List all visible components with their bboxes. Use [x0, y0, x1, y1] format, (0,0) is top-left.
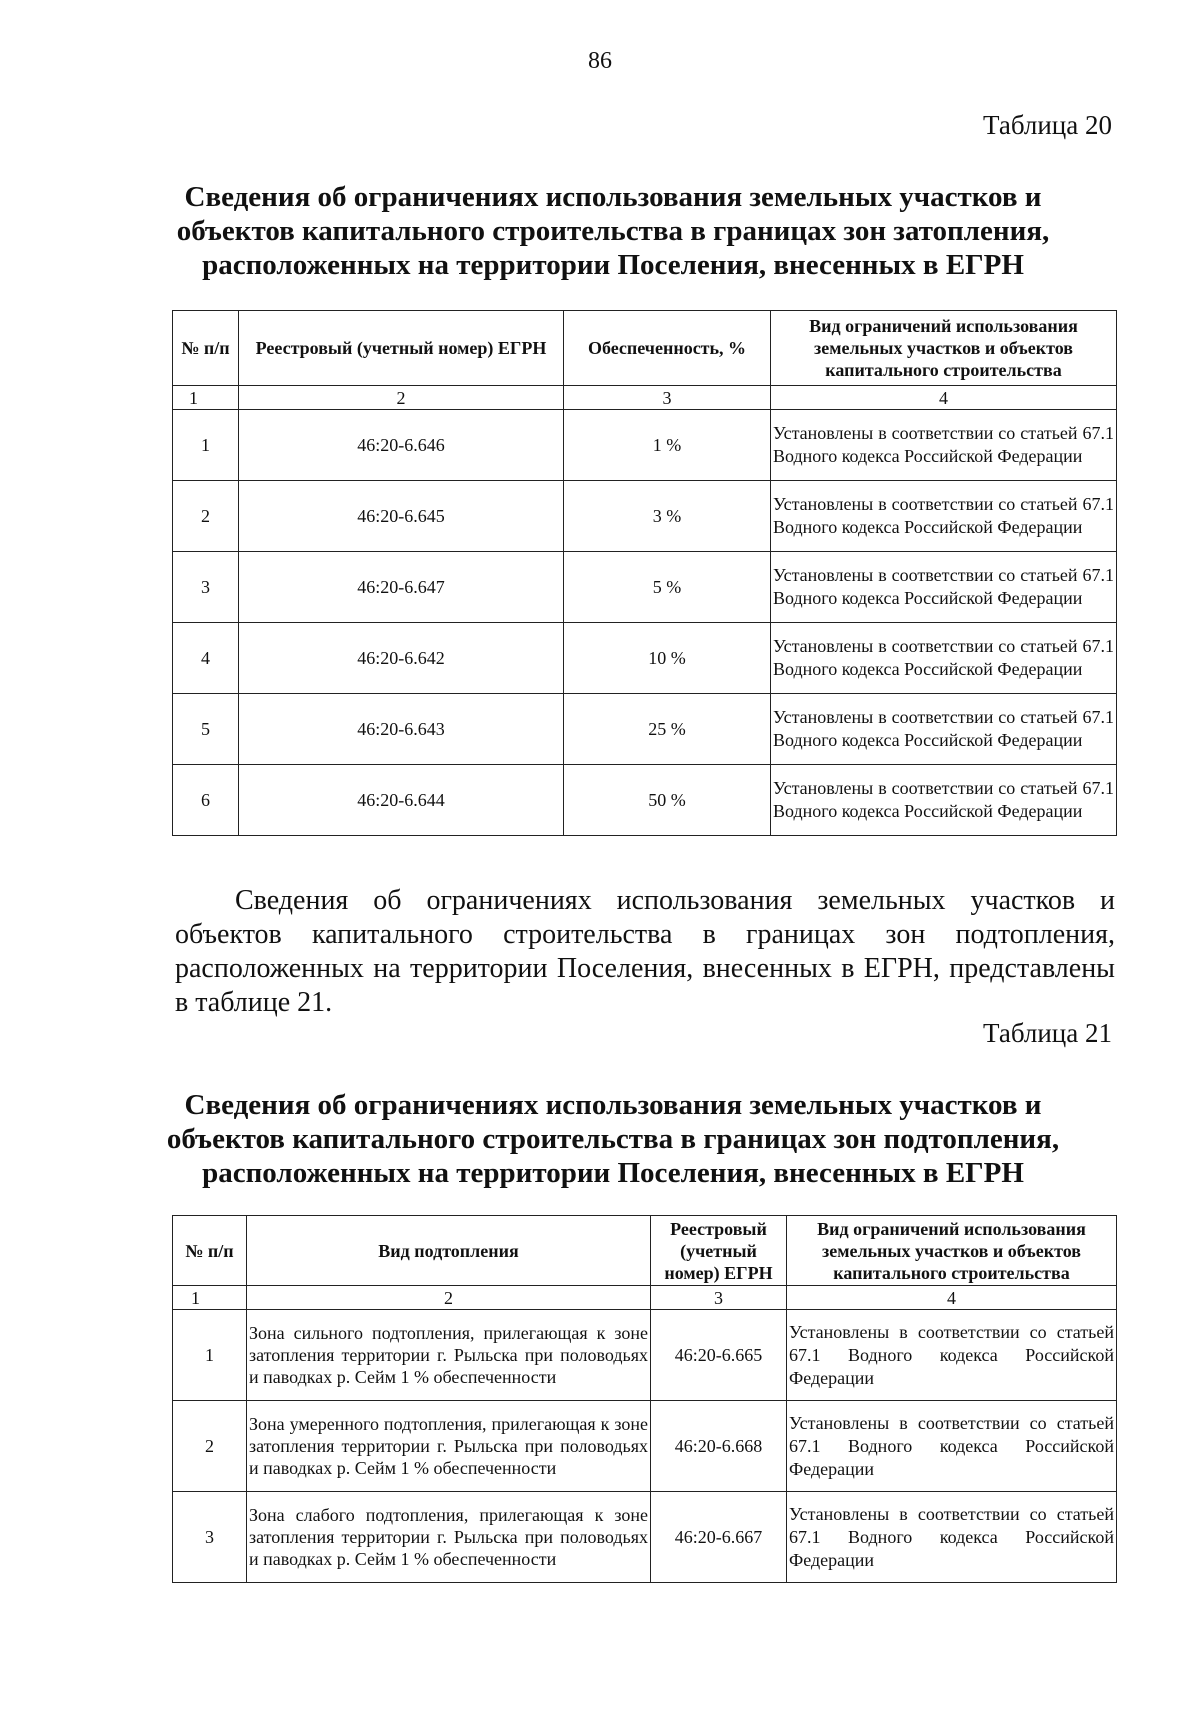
table-21-header-registry: Реестровый (учетный номер) ЕГРН [651, 1216, 787, 1286]
registry-number: 46:20-6.665 [651, 1310, 787, 1401]
restriction-text: Установлены в соответствии со статьей 67.1 Водного кодекса Российской Федерации [787, 1310, 1117, 1401]
table-21-label: Таблица 21 [983, 1018, 1112, 1048]
column-number: 2 [239, 386, 564, 410]
table-20-header-num: № п/п [173, 311, 239, 386]
table-20-header-registry: Реестровый (учетный номер) ЕГРН [239, 311, 564, 386]
table-20-header-row [173, 311, 1117, 386]
column-number: 3 [564, 386, 771, 410]
flood-type-text: Зона сильного подтопления, прилегающая к зоне затопления территории г. Рыльска при половодьях и паводках р. Сейм 1 % обеспеченности [247, 1310, 651, 1401]
table-row [173, 1310, 1117, 1401]
table-21 [172, 1215, 1117, 1583]
provision-percent: 5 % [564, 552, 771, 623]
table-20-label: Таблица 20 [983, 110, 1112, 140]
row-num: 1 [173, 410, 239, 481]
restriction-text: Установлены в соответствии со статьей 67.1 Водного кодекса Российской Федерации [771, 481, 1117, 552]
registry-number: 46:20-6.668 [651, 1401, 787, 1492]
registry-number: 46:20-6.646 [239, 410, 564, 481]
table-21-header-num: № п/п [173, 1216, 247, 1286]
registry-number: 46:20-6.667 [651, 1492, 787, 1583]
provision-percent: 3 % [564, 481, 771, 552]
restriction-text: Установлены в соответствии со статьей 67.1 Водного кодекса Российской Федерации [787, 1492, 1117, 1583]
table-row [173, 1401, 1117, 1492]
table-row [173, 552, 1117, 623]
table-21-header-restriction: Вид ограничений использования земельных участков и объектов капитального строительства [787, 1216, 1117, 1286]
row-num: 6 [173, 765, 239, 836]
row-num: 4 [173, 623, 239, 694]
registry-number: 46:20-6.642 [239, 623, 564, 694]
table-21-column-numbers [173, 1286, 1117, 1310]
row-num: 3 [173, 552, 239, 623]
restriction-text: Установлены в соответствии со статьей 67.1 Водного кодекса Российской Федерации [787, 1401, 1117, 1492]
table-21-heading: Сведения об ограничениях использования земельных участков и объектов капитального строительства в границах зон подтопления, расположенных на территории Поселения, внесенных в ЕГРН [166, 1089, 1060, 1189]
restriction-text: Установлены в соответствии со статьей 67.1 Водного кодекса Российской Федерации [771, 765, 1117, 836]
registry-number: 46:20-6.643 [239, 694, 564, 765]
row-num: 2 [173, 481, 239, 552]
table-row [173, 765, 1117, 836]
provision-percent: 25 % [564, 694, 771, 765]
table-20 [172, 310, 1117, 836]
table-21-header-row [173, 1216, 1117, 1286]
row-num: 1 [173, 1310, 247, 1401]
table-20-heading: Сведения об ограничениях использования земельных участков и объектов капитального строительства в границах зон затопления, расположенных на территории Поселения, внесенных в ЕГРН [176, 181, 1050, 281]
registry-number: 46:20-6.644 [239, 765, 564, 836]
row-num: 5 [173, 694, 239, 765]
provision-percent: 50 % [564, 765, 771, 836]
column-number: 2 [247, 1286, 651, 1310]
column-number: 1 [173, 1286, 247, 1310]
flood-type-text: Зона слабого подтопления, прилегающая к зоне затопления территории г. Рыльска при половодьях и паводках р. Сейм 1 % обеспеченности [247, 1492, 651, 1583]
restriction-text: Установлены в соответствии со статьей 67.1 Водного кодекса Российской Федерации [771, 694, 1117, 765]
restriction-text: Установлены в соответствии со статьей 67.1 Водного кодекса Российской Федерации [771, 410, 1117, 481]
table-row [173, 623, 1117, 694]
table-20-header-provision: Обеспеченность, % [564, 311, 771, 386]
table-row [173, 481, 1117, 552]
table-row [173, 410, 1117, 481]
table-20-column-numbers [173, 386, 1117, 410]
provision-percent: 1 % [564, 410, 771, 481]
table-row [173, 694, 1117, 765]
table-20-header-restriction: Вид ограничений использования земельных участков и объектов капитального строительства [771, 311, 1117, 386]
table-21-header-flood-type: Вид подтопления [247, 1216, 651, 1286]
registry-number: 46:20-6.645 [239, 481, 564, 552]
row-num: 3 [173, 1492, 247, 1583]
table-row [173, 1492, 1117, 1583]
intro-paragraph: Сведения об ограничениях использования земельных участков и объектов капитального строительства в границах зон подтопления, расположенных на территории Поселения, внесенных в ЕГРН, представлены в таблице 21. [175, 885, 1115, 1018]
provision-percent: 10 % [564, 623, 771, 694]
column-number: 1 [173, 386, 239, 410]
column-number: 3 [651, 1286, 787, 1310]
page-number: 86 [588, 48, 612, 74]
registry-number: 46:20-6.647 [239, 552, 564, 623]
restriction-text: Установлены в соответствии со статьей 67.1 Водного кодекса Российской Федерации [771, 552, 1117, 623]
flood-type-text: Зона умеренного подтопления, прилегающая к зоне затопления территории г. Рыльска при половодьях и паводках р. Сейм 1 % обеспеченности [247, 1401, 651, 1492]
column-number: 4 [771, 386, 1117, 410]
column-number: 4 [787, 1286, 1117, 1310]
row-num: 2 [173, 1401, 247, 1492]
restriction-text: Установлены в соответствии со статьей 67.1 Водного кодекса Российской Федерации [771, 623, 1117, 694]
